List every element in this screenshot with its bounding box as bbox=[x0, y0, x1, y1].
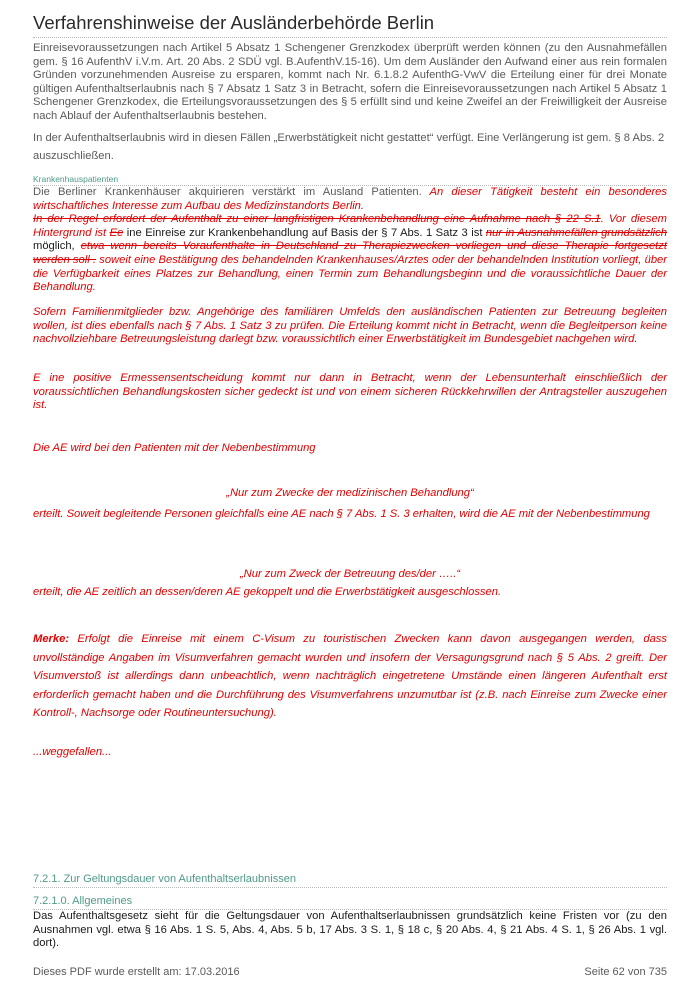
merke-text: Erfolgt die Einreise mit einem C-Visum zu touristischen Zwecken kann davon ausgegangen werden, dass unvollständige Angaben im Visumverfahren gemacht wurden und insofern der Versagungsgrund nach § 5 Abs. 2 greift. Der Visumverstoß ist allerdings dann unbeachtlich, wenn nachträglich eingetretene Umstände einen längeren Aufenthalt erst erforderlich gemacht haben und die Durchführung des Visumverfahrens unzumutbar ist (z.B. nach Einreise zum Zwecke einer Kontroll-, Nachsorge oder Routineuntersuchung). bbox=[33, 633, 667, 720]
krankenhaus-paragraph bbox=[33, 186, 667, 295]
page-title: Verfahrenshinweise der Ausländerbehörde Berlin bbox=[33, 12, 667, 38]
deleted-text-3: nur in Ausnahmefällen grundsätzlich bbox=[485, 226, 667, 239]
deleted-text-2: Ee bbox=[109, 226, 124, 239]
page-footer bbox=[33, 966, 667, 978]
deleted-text-1: In der Regel erfordert der Aufenthalt zu einer langfristigen Krankenbehandlung eine Aufnahme nach § 22 S.1 bbox=[33, 213, 601, 226]
inserted-text-2: soweit eine Bestätigung des behandelnden Krankenhauses/Arztes oder der behandelnden Institution vorliegt, über die Verfügbarkeit eines Platzes zur Behandlung, einen Termin zum Behandlungsbeginn und die voraussichtliche Dauer der Behandlung. bbox=[33, 253, 667, 294]
ae-paragraph: Die AE wird bei den Patienten mit der Nebenbestimmung bbox=[33, 442, 316, 454]
merke-label: Merke: bbox=[33, 633, 70, 645]
intro-paragraph-1: Einreisevoraussetzungen nach Artikel 5 Absatz 1 Schengener Grenzkodex überprüft werden können (zu den Ausnahmefällen gem. § 16 AufenthV i.V.m. Art. 20 Abs. 2 SDÜ vgl. B.AufenthV.15-16). Um dem Ausländer den Aufwand einer aus rein formalen Gründen vorzunehmenden Ausreise zu ersparen, kommt nach Nr. 6.1.8.2 AufenthG-VwV die Erteilung einer für drei Monate gültigen Aufenthaltserlaubnis nach § 7 Absatz 1 Satz 3 in Betracht, sofern die Einreisevoraussetzungen nach Artikel 5 Absatz 1 Schengener Grenzkodex, die Erteilungsvoraussetzungen des § 5 erfüllt sind und keine Zweifel an der Freiwilligkeit der Ausreise nach Ablauf der Aufenthaltserlaubnis bestehen. bbox=[33, 42, 667, 122]
nebenbestimmung-quote-1: „Nur zum Zwecke der medizinischen Behandlung“ bbox=[226, 487, 474, 499]
body-text-1: ine Einreise zur Krankenbehandlung auf Basis der § 7 Abs. 1 Satz 3 ist bbox=[123, 226, 486, 239]
footer-page-number: Seite 62 von 735 bbox=[584, 966, 667, 978]
krankenhaus-intro-text: Die Berliner Krankenhäuser akquirieren verstärkt im Ausland Patienten. bbox=[33, 186, 422, 198]
family-paragraph: Sofern Familienmitglieder bzw. Angehörige des familiären Umfelds den ausländischen Patienten zur Betreuung begleiten wollen, ist dies ebenfalls nach § 7 Abs. 1 Satz 3 zu prüfen. Die Erteilung kommt nicht in Betracht, wenn die Begleitperson keine nachvollziehbare Betreuungsleistung darlegt bzw. voraussichtlich einer Erwerbstätigkeit im Bundesgebiet nachgehen wird. bbox=[33, 306, 667, 346]
krankenhaus-interest-text: An dieser Tätigkeit besteht ein besonderes wirtschaftliches Interesse zum Aufbau des Medizinstandorts Berlin. bbox=[33, 186, 667, 212]
footer-created-date: Dieses PDF wurde erstellt am: 17.03.2016 bbox=[33, 966, 240, 978]
section-label-krankenhauspatienten: Krankenhauspatienten bbox=[33, 174, 667, 186]
allgemeines-paragraph: Das Aufenthaltsgesetz sieht für die Geltungsdauer von Aufenthaltserlaubnissen grundsätzlich keine Fristen vor (zu den Ausnahmen vgl. etwa § 16 Abs. 1 S. 5, Abs. 4, Abs. 5 b, 17 Abs. 3 S. 1, § 18 c, § 20 Abs. 4, § 21 Abs. 4 S. 1, § 26 Abs. 1 vgl. dort). bbox=[33, 910, 667, 950]
deleted-text-4: etwa wenn bereits Voraufenthalte in Deutschland zu Therapiezwecken vorliegen und diese Therapie fortgesetzt werden soll . bbox=[33, 240, 667, 266]
weggefallen-text: ...weggefallen... bbox=[33, 746, 112, 758]
intro-paragraph-2: In der Aufenthaltserlaubnis wird in diesen Fällen „Erwerbstätigkeit nicht gestattet“ verfügt. Eine Verlängerung ist gem. § 8 Abs. 2 auszuschließen. bbox=[33, 132, 665, 162]
inserted-text-1: . Vor diesem Hintergrund ist bbox=[33, 213, 667, 239]
merke-paragraph bbox=[33, 630, 667, 723]
erteilt-paragraph: erteilt. Soweit begleitende Personen gleichfalls eine AE nach § 7 Abs. 1 S. 3 erhalten, wird die AE mit der Nebenbestimmung bbox=[33, 508, 650, 520]
body-text-2: möglich, bbox=[33, 240, 81, 253]
nebenbestimmung-quote-2: „Nur zum Zweck der Betreuung des/der …..“ bbox=[239, 568, 461, 580]
ermessen-paragraph: E ine positive Ermessensentscheidung kommt nur dann in Betracht, wenn der Lebensunterhalt einschließlich der voraussichtlichen Behandlungskosten sicher gedeckt ist und von einem sicheren Rückkehrwillen der Antragsteller auszugehen ist. bbox=[33, 372, 667, 412]
heading-7-2-1: 7.2.1. Zur Geltungsdauer von Aufenthaltserlaubnissen bbox=[33, 873, 667, 888]
gekoppelt-paragraph: erteilt, die AE zeitlich an dessen/deren AE gekoppelt und die Erwerbstätigkeit ausgeschlossen. bbox=[33, 586, 502, 598]
heading-7-2-1-0: 7.2.1.0. Allgemeines bbox=[33, 895, 667, 910]
